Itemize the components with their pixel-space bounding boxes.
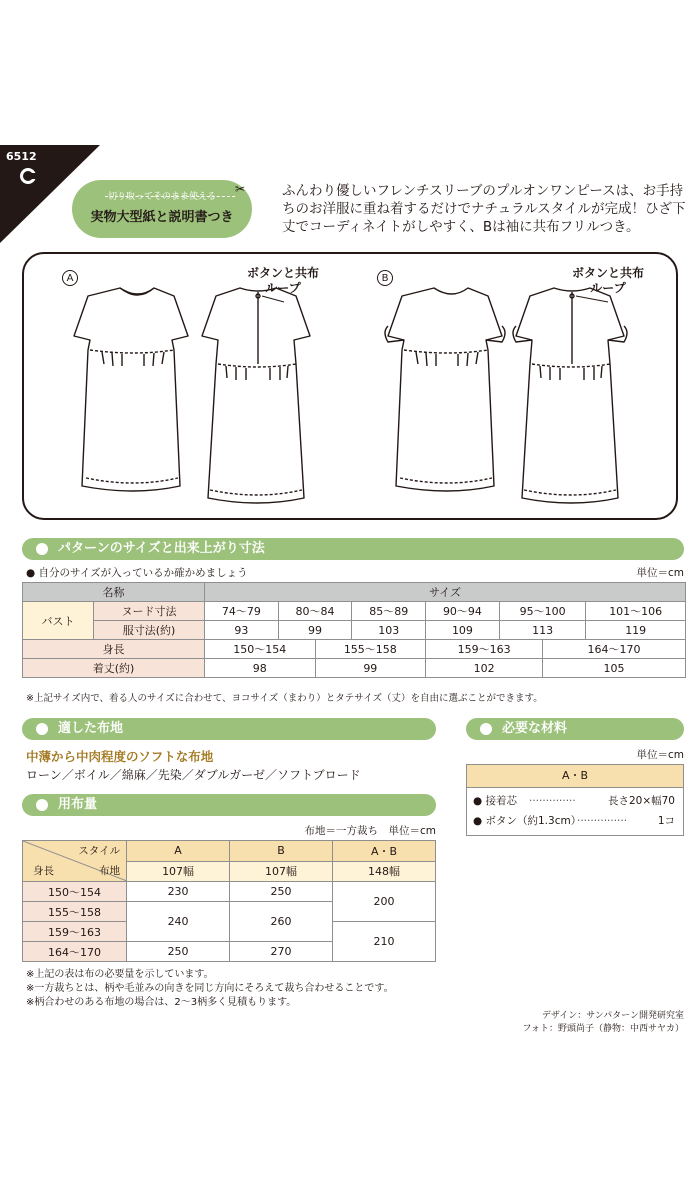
brand-logo-icon bbox=[20, 168, 36, 184]
height-label: 身長 bbox=[23, 640, 205, 659]
yardage-cell: 230 bbox=[127, 882, 230, 902]
materials-header: A・B bbox=[467, 765, 683, 788]
nude-cell: 80〜84 bbox=[278, 602, 352, 621]
size-unit: 単位＝cm bbox=[636, 567, 684, 579]
length-cell: 102 bbox=[426, 659, 543, 678]
yardage-section-header bbox=[22, 794, 436, 816]
dress-b-front-drawing bbox=[385, 288, 505, 491]
length-cell: 99 bbox=[315, 659, 426, 678]
garment-cell: 103 bbox=[352, 621, 426, 640]
corner-style: スタイル bbox=[78, 845, 121, 857]
tag-line2: 実物大型紙と説明書つき bbox=[90, 210, 234, 225]
credit-photo: フォト：野頭尚子（静物：中西サヤカ） bbox=[522, 1024, 684, 1034]
callout-a-line2: ループ bbox=[265, 281, 301, 295]
yardage-cell: 250 bbox=[230, 882, 333, 902]
nude-label: ヌード寸法 bbox=[94, 602, 205, 621]
material-value: 1コ bbox=[657, 815, 675, 827]
nude-cell: 101〜106 bbox=[586, 602, 686, 621]
yardage-cell: 210 bbox=[333, 922, 436, 962]
garment-cell: 119 bbox=[586, 621, 686, 640]
yardage-cell: 240 bbox=[127, 902, 230, 942]
materials-unit: 単位＝cm bbox=[636, 749, 684, 761]
yardage-table bbox=[22, 840, 436, 962]
pattern-tag bbox=[72, 180, 252, 238]
garment-cell: 113 bbox=[499, 621, 586, 640]
nude-cell: 74〜79 bbox=[205, 602, 279, 621]
size-table bbox=[22, 582, 686, 678]
credits bbox=[460, 1010, 684, 1036]
height-row-label: 150〜154 bbox=[23, 882, 127, 902]
height-row-label: 155〜158 bbox=[23, 902, 127, 922]
tag-line1: 切り取ってそのまま使える bbox=[107, 192, 216, 202]
materials-section-header bbox=[466, 718, 684, 740]
header-size: サイズ bbox=[205, 583, 686, 602]
bullet-icon bbox=[36, 723, 48, 735]
yardage-footnotes bbox=[26, 968, 394, 1010]
height-row-label: 164〜170 bbox=[23, 942, 127, 962]
width-cell: 107幅 bbox=[230, 861, 333, 882]
material-name: ● 接着芯 bbox=[473, 795, 517, 807]
dress-illustrations bbox=[22, 252, 678, 520]
materials-table bbox=[466, 764, 684, 836]
size-note: ● 自分のサイズが入っているか確かめましょう bbox=[26, 567, 248, 579]
garment-cell: 93 bbox=[205, 621, 279, 640]
intro-text: ふんわり優しいフレンチスリーブのプルオンワンピースは、お手持ちのお洋服に重ね着するだけでナチュラルスタイルが完成！ひざ下丈でコーディネイトがしやすく、Bは袖に共布フリルつき。 bbox=[282, 183, 686, 235]
width-cell: 107幅 bbox=[127, 861, 230, 882]
material-row bbox=[467, 811, 683, 835]
material-value: 長さ20×幅70 bbox=[607, 795, 675, 807]
yardage-cell: 270 bbox=[230, 942, 333, 962]
yardage-footnote: ※上記の表は布の必要量を示しています。 bbox=[26, 969, 214, 980]
size-section-title: パターンのサイズと出来上がり寸法 bbox=[58, 541, 265, 556]
garment-label: 服寸法(約) bbox=[94, 621, 205, 640]
nude-cell: 95〜100 bbox=[499, 602, 586, 621]
dress-a-front-drawing bbox=[74, 288, 188, 491]
yardage-cell: 260 bbox=[230, 902, 333, 942]
dress-b-back-drawing bbox=[513, 288, 627, 503]
header-name: 名称 bbox=[23, 583, 205, 602]
height-cell: 159〜163 bbox=[426, 640, 543, 659]
cut-line bbox=[105, 196, 235, 197]
yardage-corner-cell bbox=[23, 841, 127, 882]
bullet-icon bbox=[36, 543, 48, 555]
callout-b-line1: ボタンと共布 bbox=[571, 266, 644, 280]
callout-b-line2: ループ bbox=[590, 281, 626, 295]
variant-b-badge: B bbox=[377, 270, 393, 286]
garment-cell: 109 bbox=[426, 621, 500, 640]
callout-a-line1: ボタンと共布 bbox=[246, 266, 319, 280]
scissors-icon: ✂ bbox=[235, 182, 246, 196]
length-cell: 98 bbox=[205, 659, 316, 678]
yardage-footnote: ※一方裁ちとは、柄や毛並みの向きを同じ方向にそろえて裁ち合わせることです。 bbox=[26, 983, 394, 994]
fabric-subtitle: 中薄から中肉程度のソフトな布地 bbox=[26, 749, 214, 764]
nude-cell: 85〜89 bbox=[352, 602, 426, 621]
corner-height: 身長 bbox=[33, 865, 54, 877]
material-leader: ·············· bbox=[529, 795, 576, 807]
yardage-cell: 200 bbox=[333, 882, 436, 922]
bullet-icon bbox=[480, 723, 492, 735]
pattern-number: 6512 bbox=[6, 150, 37, 163]
nude-cell: 90〜94 bbox=[426, 602, 500, 621]
size-section-header bbox=[22, 538, 684, 560]
fabric-list: ローン／ボイル／綿麻／先染／ダブルガーゼ／ソフトブロード bbox=[26, 768, 361, 782]
height-row-label: 159〜163 bbox=[23, 922, 127, 942]
width-cell: 148幅 bbox=[333, 861, 436, 882]
bust-label: バスト bbox=[23, 602, 94, 640]
size-footnote: ※上記サイズ内で、着る人のサイズに合わせて、ヨコサイズ（まわり）とタテサイズ（丈）を自由に選ぶことができます。 bbox=[26, 693, 543, 704]
corner-fabric: 布地 bbox=[99, 865, 121, 877]
material-row bbox=[467, 788, 683, 811]
length-cell: 105 bbox=[543, 659, 686, 678]
height-cell: 155〜158 bbox=[315, 640, 426, 659]
fabric-section-header bbox=[22, 718, 436, 740]
yardage-footnote: ※柄合わせのある布地の場合は、2〜3柄多く見積もります。 bbox=[26, 997, 297, 1008]
materials-section-title: 必要な材料 bbox=[502, 721, 568, 736]
style-ab-header: A・B bbox=[333, 841, 436, 862]
credit-design: デザイン：サンパターン開発研究室 bbox=[541, 1011, 684, 1021]
yardage-cell: 250 bbox=[127, 942, 230, 962]
material-leader: ··············· bbox=[577, 815, 628, 827]
style-b-header: B bbox=[230, 841, 333, 862]
style-a-header: A bbox=[127, 841, 230, 862]
dress-a-back-drawing bbox=[202, 288, 310, 503]
height-cell: 150〜154 bbox=[205, 640, 316, 659]
yardage-section-title: 用布量 bbox=[58, 797, 98, 812]
yardage-note: 布地＝一方裁ち 単位＝cm bbox=[304, 825, 436, 837]
garment-cell: 99 bbox=[278, 621, 352, 640]
length-label: 着丈(約) bbox=[23, 659, 205, 678]
bullet-icon bbox=[36, 799, 48, 811]
variant-a-badge: A bbox=[62, 270, 78, 286]
fabric-section-title: 適した布地 bbox=[58, 721, 124, 736]
material-name: ● ボタン（約1.3cm） bbox=[473, 815, 582, 827]
height-cell: 164〜170 bbox=[543, 640, 686, 659]
